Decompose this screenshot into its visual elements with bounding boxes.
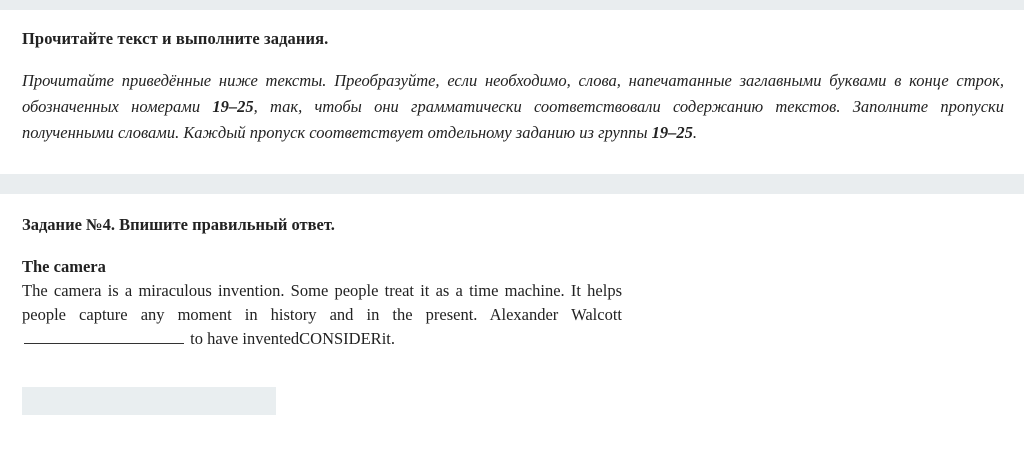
instruction-range-1: 19–25 — [212, 97, 254, 116]
instruction-paragraph — [22, 68, 1004, 146]
instruction-text-part-3: . — [692, 123, 698, 142]
instruction-section — [0, 29, 1024, 146]
instruction-text-part-2: , так, чтобы они грамматически соответствовали содержанию текстов. Заполните пропуски полученными словами. Каждый пропуск соответствует отдельному заданию из группы — [22, 97, 1005, 142]
section-divider-band — [0, 174, 1024, 194]
cue-word: CONSIDER — [299, 329, 382, 348]
answer-gap-placeholder — [24, 329, 184, 344]
reading-text-body — [22, 279, 622, 351]
instruction-range-2: 19–25 — [651, 123, 693, 142]
task-section — [0, 215, 1024, 415]
task-title: Задание №4. Впишите правильный ответ. — [22, 215, 335, 234]
reading-text-title: The camera — [22, 257, 106, 276]
instruction-text-part-1: Прочитайте приведённые ниже тексты. Преобразуйте, если необходимо, слова, напечатанные заглавными буквами в конце строк, обозначенных номерами — [22, 71, 1004, 116]
top-divider-band — [0, 0, 1024, 10]
instruction-title: Прочитайте текст и выполните задания. — [22, 29, 329, 48]
answer-input[interactable] — [22, 387, 276, 415]
reading-text-after-gap: to have invented — [186, 329, 300, 348]
reading-text-tail: it. — [381, 329, 395, 348]
reading-text-before-gap: The camera is a miraculous invention. Some people treat it as a time machine. It helps people capture any moment in history and in the present. Alexander Walcott — [22, 281, 622, 324]
